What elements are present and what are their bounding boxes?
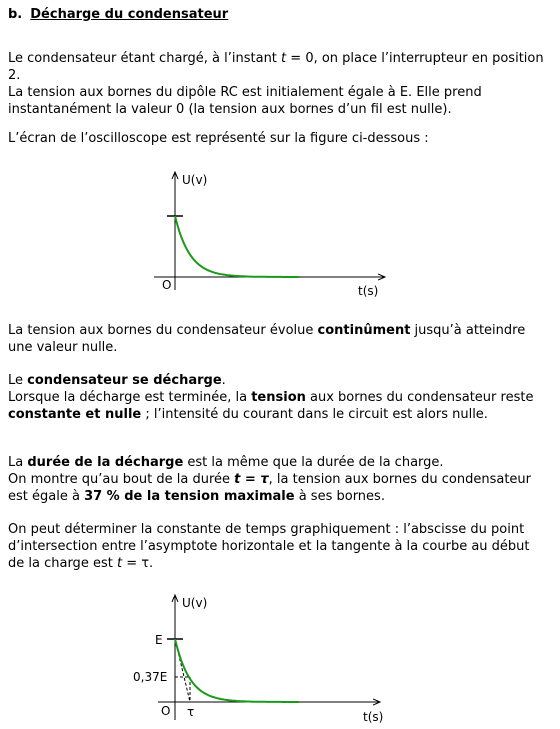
paragraph-intro [8,50,548,118]
text: Le [8,373,28,388]
text-bold: tension [251,390,306,405]
text: La [8,455,28,470]
text: ; l’intensité du courant dans le circuit est alors nulle. [141,407,488,422]
section-heading [8,6,548,23]
text: Le condensateur étant chargé, à l’instant [8,51,282,66]
tau-label: τ [187,705,195,719]
text: est la même que la durée de la charge. [183,455,444,470]
text-bold: durée de la décharge [27,455,184,470]
var-t: t [281,51,287,66]
discharge-curve [175,216,299,277]
origin-label: O [161,704,171,718]
text: , la tension aux bornes du condensateur est égale à [8,472,532,504]
text: jusqu’à atteindre une valeur nulle. [8,323,526,355]
origin-label: O [162,278,172,292]
paragraph-evolution [8,322,548,356]
e037-label: 0,37E [133,670,168,684]
y-axis-label: U(v) [182,596,208,610]
discharge-curve [175,639,299,702]
text: . [221,373,226,388]
text-bold: continûment [317,323,411,338]
oscilloscope-figure-2 [130,592,400,727]
paragraph-figure-intro: L’écran de l’oscilloscope est représenté sur la figure ci-dessous : [8,131,429,146]
text-bold: condensateur se décharge [27,373,222,388]
paragraph-graphique [8,521,548,572]
text: aux bornes du condensateur reste [305,390,534,405]
text-bold: 37 % de la tension maximale [84,489,295,504]
x-axis-label: t(s) [358,284,379,298]
text: = τ. [122,556,154,571]
section-title: Décharge du condensateur [30,7,229,22]
paragraph-decharge [8,372,548,423]
text: La tension aux bornes du dipôle RC est initialement égale à E. Elle prend instantanément la valeur 0 (la tension aux bornes d’un fil est nulle). [8,85,482,117]
section-number: b. [8,7,23,22]
text-bold-italic: t = τ [234,472,269,487]
text: On peut déterminer la constante de temps graphiquement : l’abscisse du point d’intersection entre l’asymptote horizontale et la tangente à la courbe au début de la charge est [8,522,530,571]
text: On montre qu’au bout de la durée [8,472,235,487]
text: La tension aux bornes du condensateur évolue [8,323,318,338]
oscilloscope-figure-1 [150,170,390,300]
text: = 0, on place l’interrupteur en position 2. [8,51,544,83]
y-axis-label: U(v) [182,173,208,187]
text-bold: constante et nulle [8,407,142,422]
e-label: E [155,633,163,647]
x-axis-label: t(s) [363,710,384,724]
text: Lorsque la décharge est terminée, la [8,390,252,405]
paragraph-duree [8,454,548,505]
var-t: t [116,556,123,571]
text: à ses bornes. [294,489,385,504]
